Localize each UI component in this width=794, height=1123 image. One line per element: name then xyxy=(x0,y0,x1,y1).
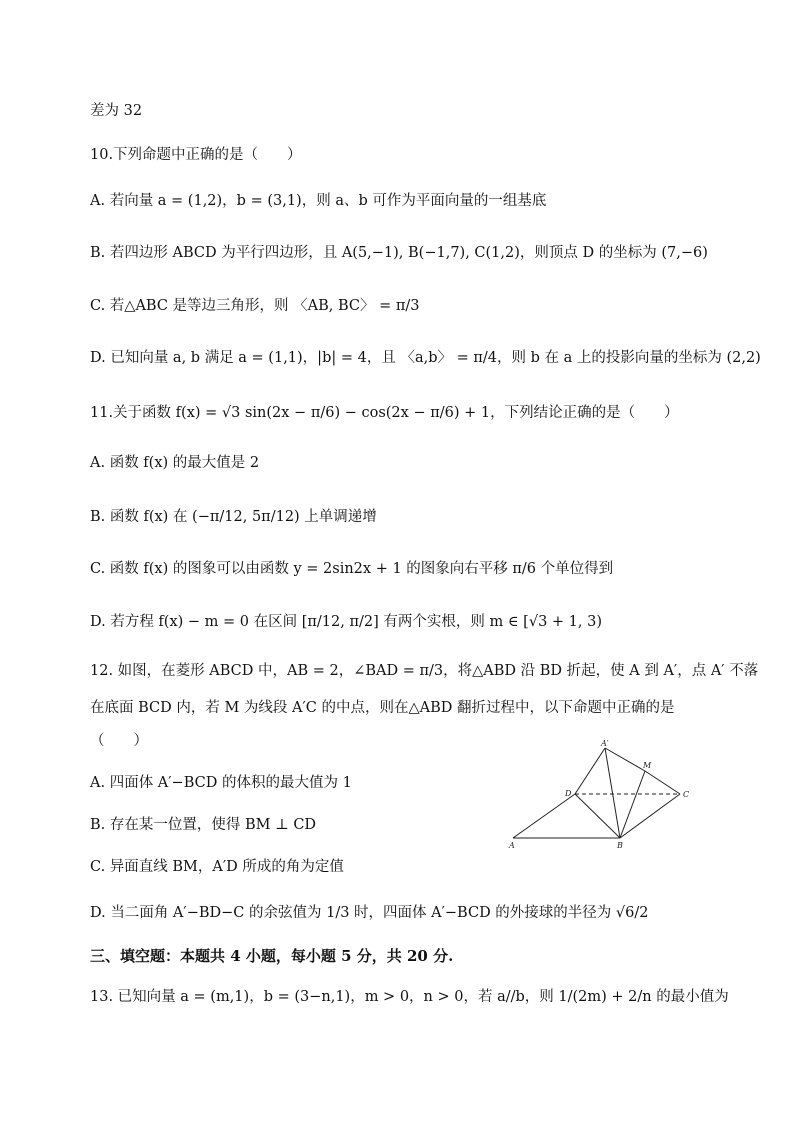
edge-A-D xyxy=(513,794,575,838)
rhombus-fold-figure xyxy=(505,738,705,850)
edge-M-C xyxy=(645,771,680,794)
label-A: A xyxy=(509,841,515,850)
label-C: C xyxy=(683,790,690,799)
q13-stem: 13. 已知向量 a = (m,1)，b = (3−n,1)，m > 0，n > 0，若 a//b，则 1/(2m) + 2/n 的最小值为 xyxy=(90,989,729,1005)
q10-option-c: C. 若△ABC 是等边三角形，则 〈AB, BC〉 = π/3 xyxy=(90,298,420,314)
edge-D-B xyxy=(575,794,620,838)
q12-stem-line2: 在底面 BCD 内，若 M 为线段 A′C 的中点，则在△ABD 翻折过程中，以下命题中正确的是 xyxy=(90,700,675,716)
q11-option-c: C. 函数 f(x) 的图象可以由函数 y = 2sin2x + 1 的图象向右平移 π/6 个单位得到 xyxy=(90,561,614,577)
label-B: B xyxy=(617,841,623,850)
label-D: D xyxy=(565,789,572,798)
edge-B-C xyxy=(620,794,680,838)
q10-stem: 10.下列命题中正确的是（ ） xyxy=(90,147,302,163)
section-3-heading: 三、填空题：本题共 4 小题，每小题 5 分，共 20 分. xyxy=(90,947,454,965)
q12-option-b: B. 存在某一位置，使得 BM ⊥ CD xyxy=(90,817,317,833)
edge-D-Aprime xyxy=(575,748,605,794)
intro-text: 差为 32 xyxy=(90,103,143,119)
q12-option-d: D. 当二面角 A′−BD−C 的余弦值为 1/3 时，四面体 A′−BCD 的外接球的半径为 √6/2 xyxy=(90,905,649,921)
q10-option-b: B. 若四边形 ABCD 为平行四边形，且 A(5,−1), B(−1,7), C(1,2)，则顶点 D 的坐标为 (7,−6) xyxy=(90,245,708,261)
q12-stem-line3: （ ） xyxy=(90,733,148,749)
label-Aprime: A′ xyxy=(601,739,609,748)
edge-B-M xyxy=(620,771,645,838)
q11-option-a: A. 函数 f(x) 的最大值是 2 xyxy=(90,455,260,471)
q10-option-d: D. 已知向量 a, b 满足 a = (1,1)，|b| = 4，且 〈a,b〉 = π/4，则 b 在 a 上的投影向量的坐标为 (2,2) xyxy=(90,350,761,366)
q12-stem-line1: 12. 如图，在菱形 ABCD 中，AB = 2，∠BAD = π/3，将△ABD 沿 BD 折起，使 A 到 A′，点 A′ 不落 xyxy=(90,663,759,679)
q12-option-c: C. 异面直线 BM，A′D 所成的角为定值 xyxy=(90,859,344,875)
edge-Aprime-B xyxy=(605,748,620,838)
edge-Aprime-M xyxy=(605,748,645,771)
q12-option-a: A. 四面体 A′−BCD 的体积的最大值为 1 xyxy=(90,775,352,791)
label-M: M xyxy=(643,761,652,770)
q11-option-d: D. 若方程 f(x) − m = 0 在区间 [π/12, π/2] 有两个实根，则 m ∈ [√3 + 1, 3) xyxy=(90,614,602,630)
q11-option-b: B. 函数 f(x) 在 (−π/12, 5π/12) 上单调递增 xyxy=(90,509,377,525)
q11-stem: 11.关于函数 f(x) = √3 sin(2x − π/6) − cos(2x − π/6) + 1，下列结论正确的是（ ） xyxy=(90,405,679,421)
q10-option-a: A. 若向量 a = (1,2)，b = (3,1)，则 a、b 可作为平面向量的一组基底 xyxy=(90,193,547,209)
